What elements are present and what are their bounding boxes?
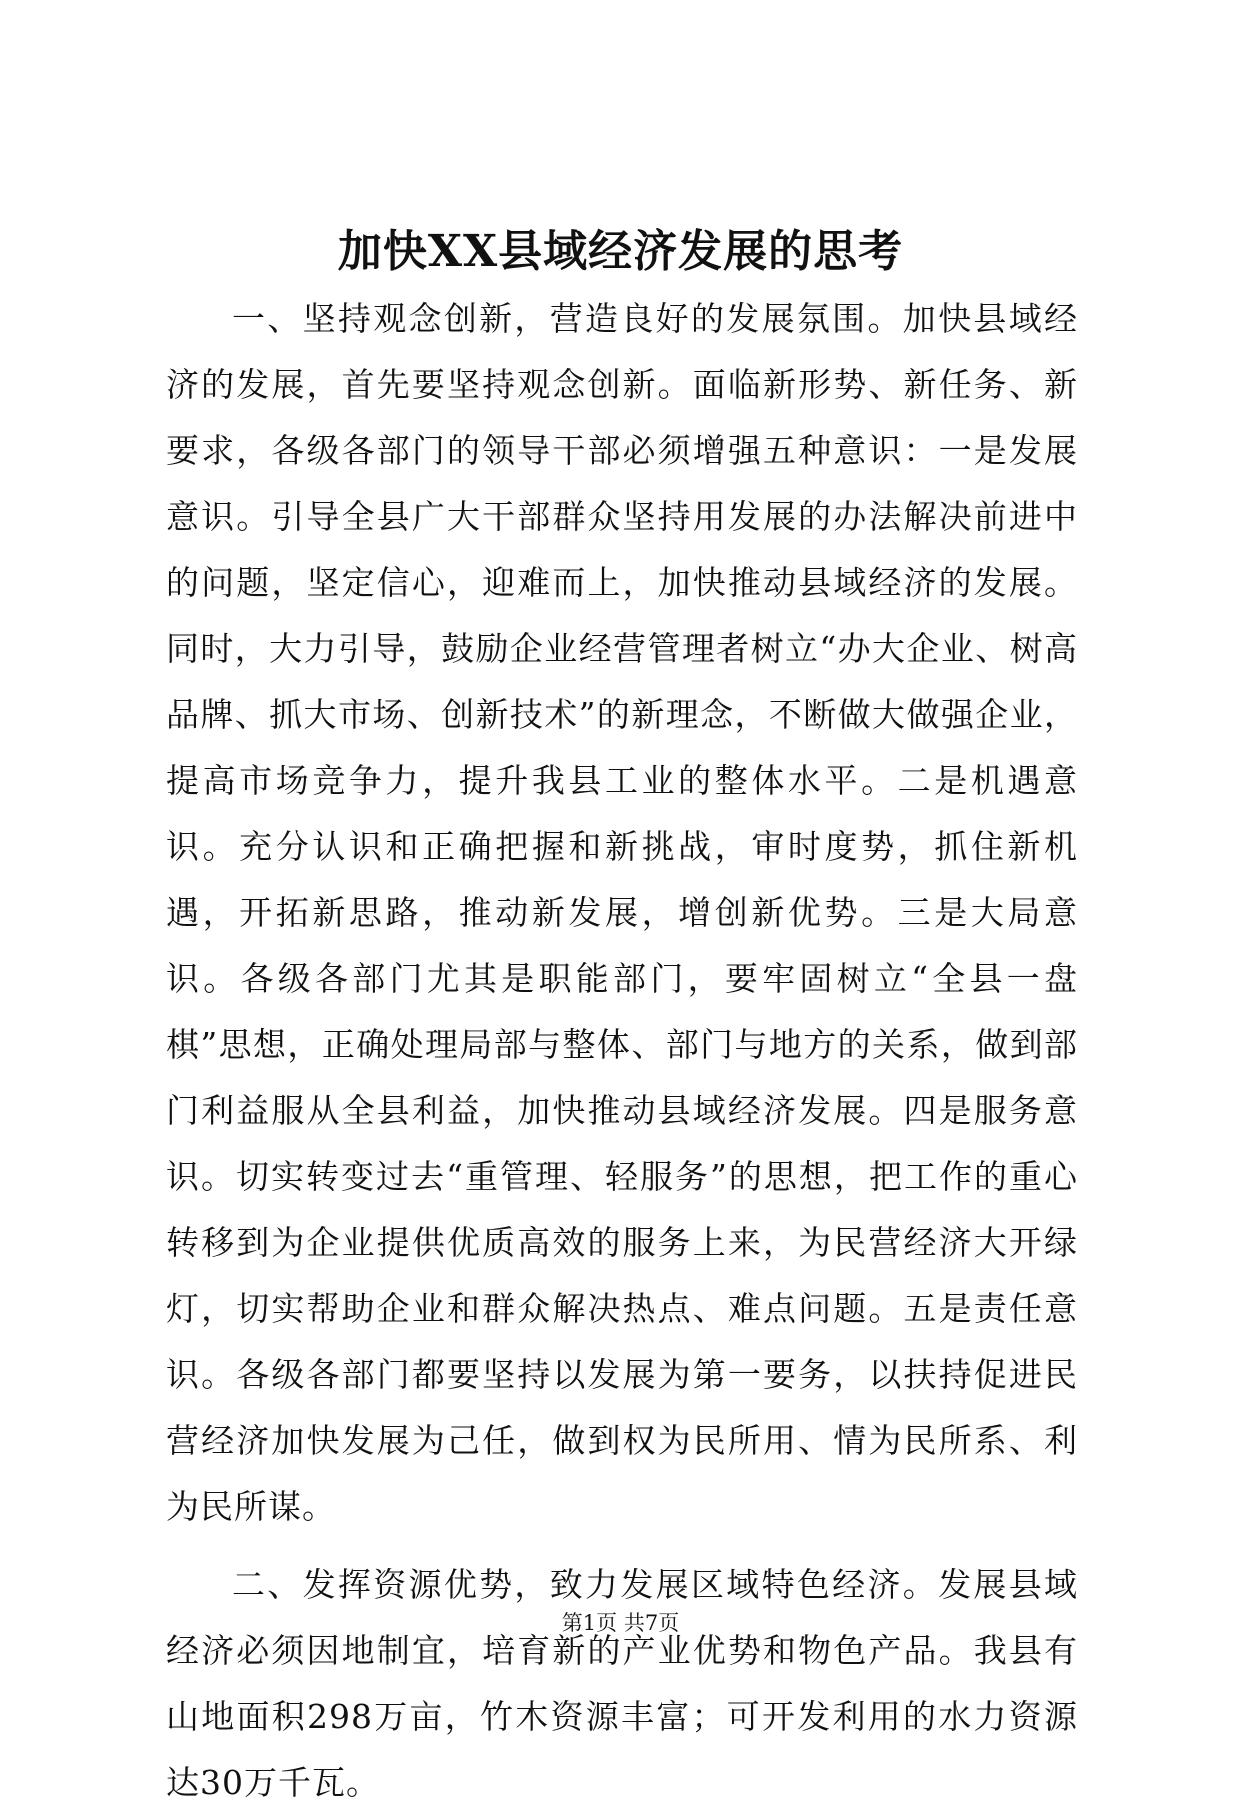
page-number-footer: 第1页 共7页 xyxy=(561,1611,680,1635)
page-title: 加快XX县域经济发展的思考 xyxy=(337,226,904,277)
paragraph-1: 一、坚持观念创新，营造良好的发展氛围。加快县域经济的发展，首先要坚持观念创新。面临新形势、新任务、新要求，各级各部门的领导干部必须增强五种意识：一是发展意识。引导全县广大干部群众坚持用发展的办法解决前进中的问题，坚定信心，迎难而上，加快推动县域经济的发展。同时，大力引导，鼓励企业经营管理者树立“办大企业、树高品牌、抓大市场、创新技术”的新理念，不断做大做强企业，提高市场竞争力，提升我县工业的整体水平。二是机遇意识。充分认识和正确把握和新挑战，审时度势，抓住新机遇，开拓新思路，推动新发展，增创新优势。三是大局意识。各级各部门尤其是职能部门，要牢固树立“全县一盘棋”思想，正确处理局部与整体、部门与地方的关系，做到部门利益服从全县利益，加快推动县域经济发展。四是服务意识。切实转变过去“重管理、轻服务”的思想，把工作的重心转移到为企业提供优质高效的服务上来，为民营经济大开绿灯，切实帮助企业和群众解决热点、难点问题。五是责任意识。各级各部门都要坚持以发展为第一要务，以扶持促进民营经济加快发展为己任，做到权为民所用、情为民所系、利为民所谋。 xyxy=(166,299,1078,1526)
document-body xyxy=(166,286,1078,1816)
paragraph-2: 二、发挥资源优势，致力发展区域特色经济。发展县域经济必须因地制宜，培育新的产业优势和物色产品。我县有山地面积298万亩，竹木资源丰富；可开发利用的水力资源达30万千瓦。 xyxy=(166,1565,1078,1802)
